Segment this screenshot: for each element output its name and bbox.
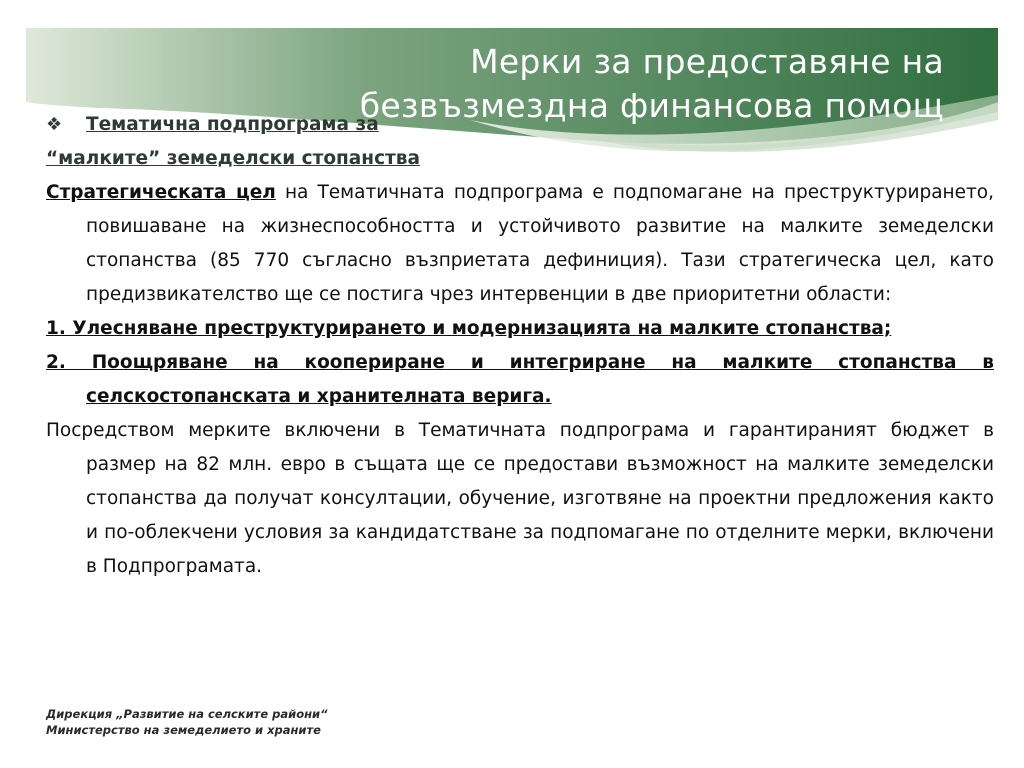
slide-body — [46, 108, 994, 584]
footer — [46, 706, 328, 738]
strategic-goal-lead: Стратегическата цел — [46, 182, 276, 203]
footer-ministry: Министерство на земеделието и храните — [46, 723, 321, 737]
paragraph-budget: Посредством мерките включени в Тематичната подпрограма и гарантираният бюджет в размер на 82 млн. евро в същата ще се предостави възможност на малките земеделски стопанства да получат консултации, обучение, изготвяне на проектни предложения както и по-облекчени условия за кандидатстване за подпомагане по отделните мерки, включени в Подпрограмата. — [46, 420, 994, 577]
heading-line-2: “малките” земеделски стопанства — [46, 148, 420, 169]
priority-item-1: 1. Улесняване преструктурирането и модернизацията на малките стопанства; — [46, 318, 892, 339]
slide-title: Мерки за предоставяне на безвъзмездна финансова помощ — [359, 42, 944, 125]
priority-item-2: 2. Поощряване на коопериране и интегриране на малките стопанства в селскостопанската и хранителната верига. — [46, 352, 994, 407]
diamond-bullet-icon: ❖ — [46, 114, 63, 135]
heading-line-1: Тематична подпрограма за — [86, 114, 379, 135]
subprogram-heading — [46, 108, 994, 176]
strategic-goal-text: на Тематичната подпрограма е подпомагане на преструктурирането, повишаване на жизнеспособността и устойчивото развитие на малките земеделски стопанства (85 770 съгласно възприетата дефиниция). Тази стратегическа цел, като предизвикателство ще се постига чрез интервенции в две приоритетни области: — [86, 182, 994, 305]
footer-directorate: Дирекция „Развитие на селските райони“ — [46, 707, 328, 721]
paragraph-strategic-goal — [46, 176, 994, 312]
